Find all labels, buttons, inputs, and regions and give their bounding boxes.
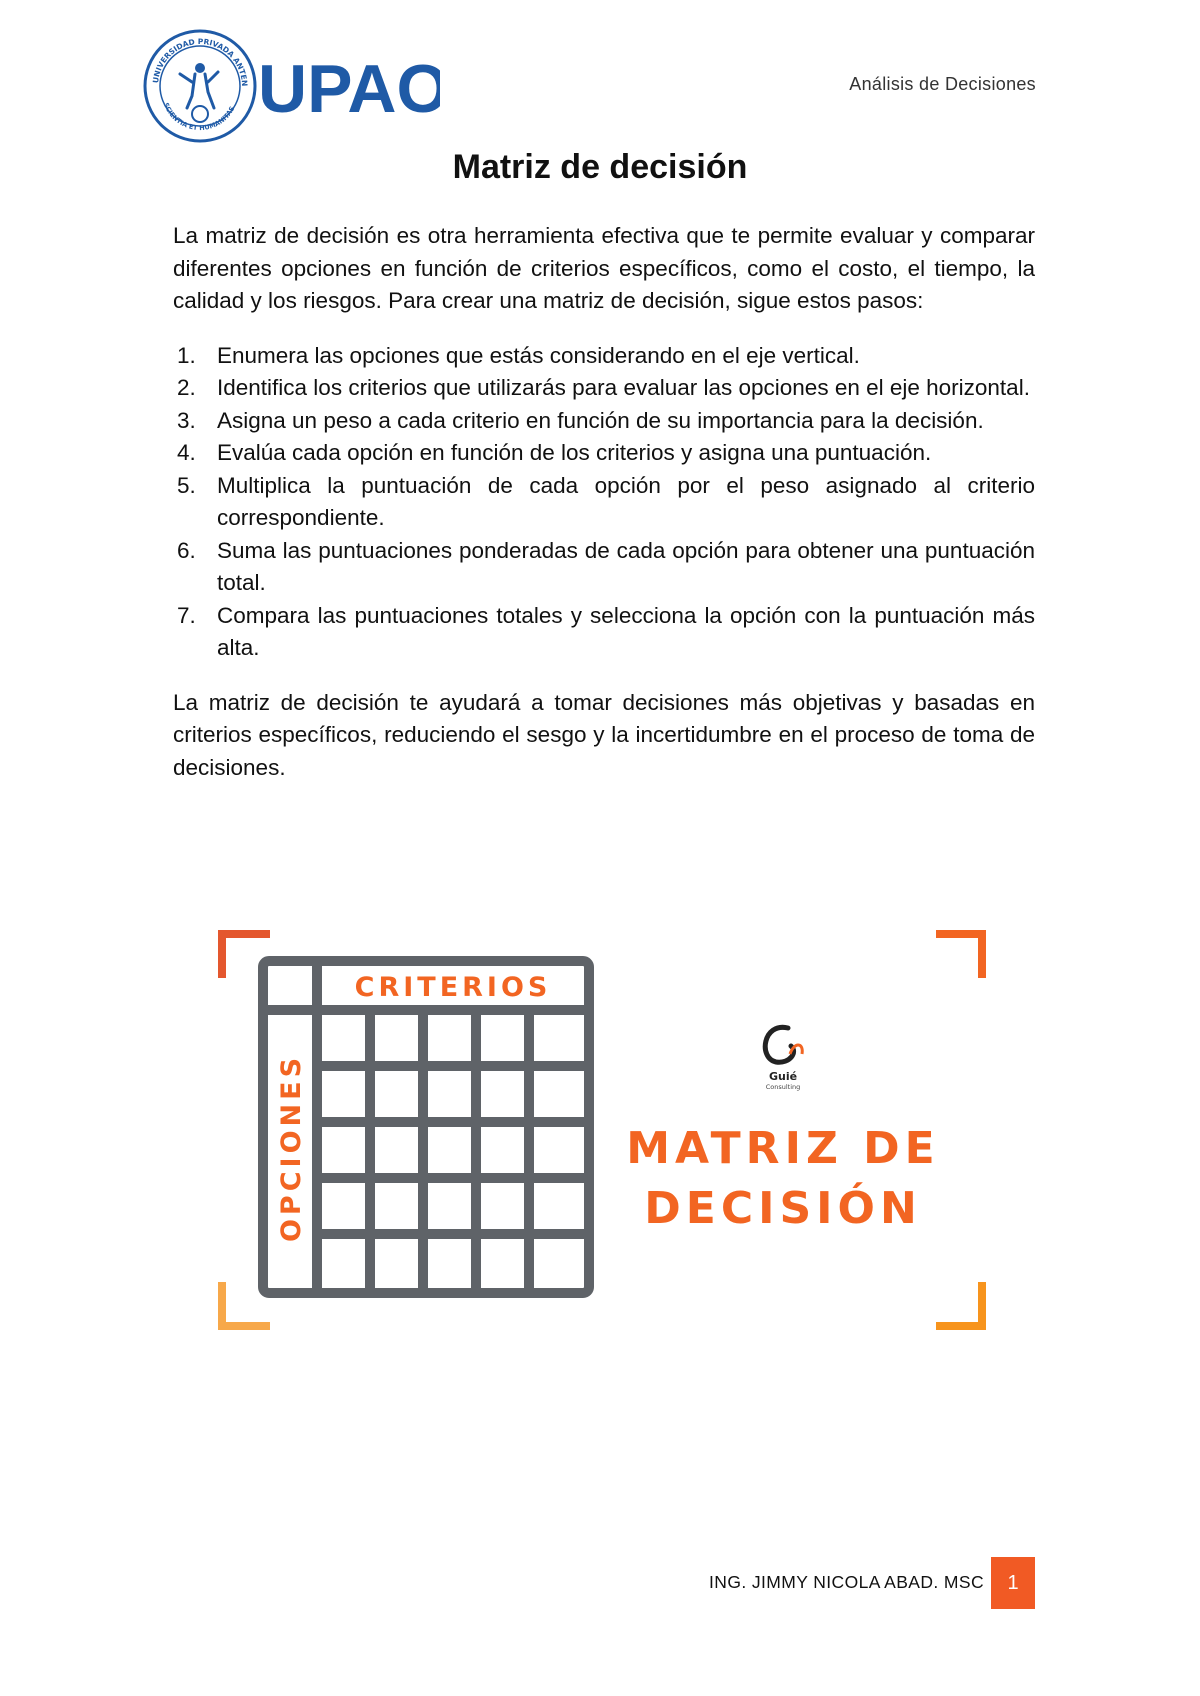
list-item: 7. Compara las puntuaciones totales y selecciona la opción con la puntuación más alta. (177, 602, 1035, 660)
company-name: Guié (768, 1070, 798, 1083)
list-item: 3. Asigna un peso a cada criterio en función de su importancia para la decisión. (177, 407, 984, 433)
upao-logo (140, 26, 440, 146)
criteria-label: CRITERIOS (354, 972, 552, 1003)
header-section-title: Análisis de Decisiones (849, 74, 1036, 94)
seal-text: UNIVERSIDAD PRIVADA ANTEN (151, 36, 250, 87)
matrix-grid (263, 961, 589, 1293)
page-number: 1 (991, 1557, 1035, 1609)
seal-motto: SCIENTIA ET HUMANITAS (161, 101, 237, 133)
list-item: 5. Multiplica la puntuación de cada opción por el peso asignado al criterio correspondiente. (177, 472, 1035, 530)
intro-paragraph: La matriz de decisión es otra herramienta efectiva que te permite evaluar y comparar diferentes opciones en función de criterios específicos, como el costo, el tiempo, la calidad y los riesgos. Para crear una matriz de decisión, sigue estos pasos: (173, 223, 1035, 313)
list-item: 2. Identifica los criterios que utilizarás para evaluar las opciones en el eje horizontal. (177, 375, 1030, 400)
headline-line-1: MATRIZ DE (626, 1123, 940, 1174)
steps-list (173, 340, 1035, 665)
brand-wordmark: UPAO (258, 51, 440, 127)
company-subtitle: Consulting (765, 1083, 801, 1091)
document-body (173, 220, 1035, 784)
footer-author: ING. JIMMY NICOLA ABAD. MSC (709, 1572, 984, 1592)
university-seal (140, 26, 255, 141)
conclusion-paragraph: La matriz de decisión te ayudará a tomar decisiones más objetivas y basadas en criterios específicos, reduciendo el sesgo y la incertidumbre en el proceso de toma de decisiones. (173, 689, 1035, 780)
page-title: Matriz de decisión (452, 148, 748, 186)
list-item: 1. Enumera las opciones que estás considerando en el eje vertical. (177, 342, 860, 368)
headline-line-2: DECISIÓN (644, 1183, 922, 1234)
guie-consulting-logo (765, 1027, 802, 1091)
list-item: 6. Suma las puntuaciones ponderadas de cada opción para obtener una puntuación total. (177, 537, 1035, 595)
decision-matrix-illustration (218, 930, 988, 1330)
list-item: 4. Evalúa cada opción en función de los criterios y asigna una puntuación. (177, 440, 932, 465)
options-label: OPCIONES (276, 1053, 307, 1243)
